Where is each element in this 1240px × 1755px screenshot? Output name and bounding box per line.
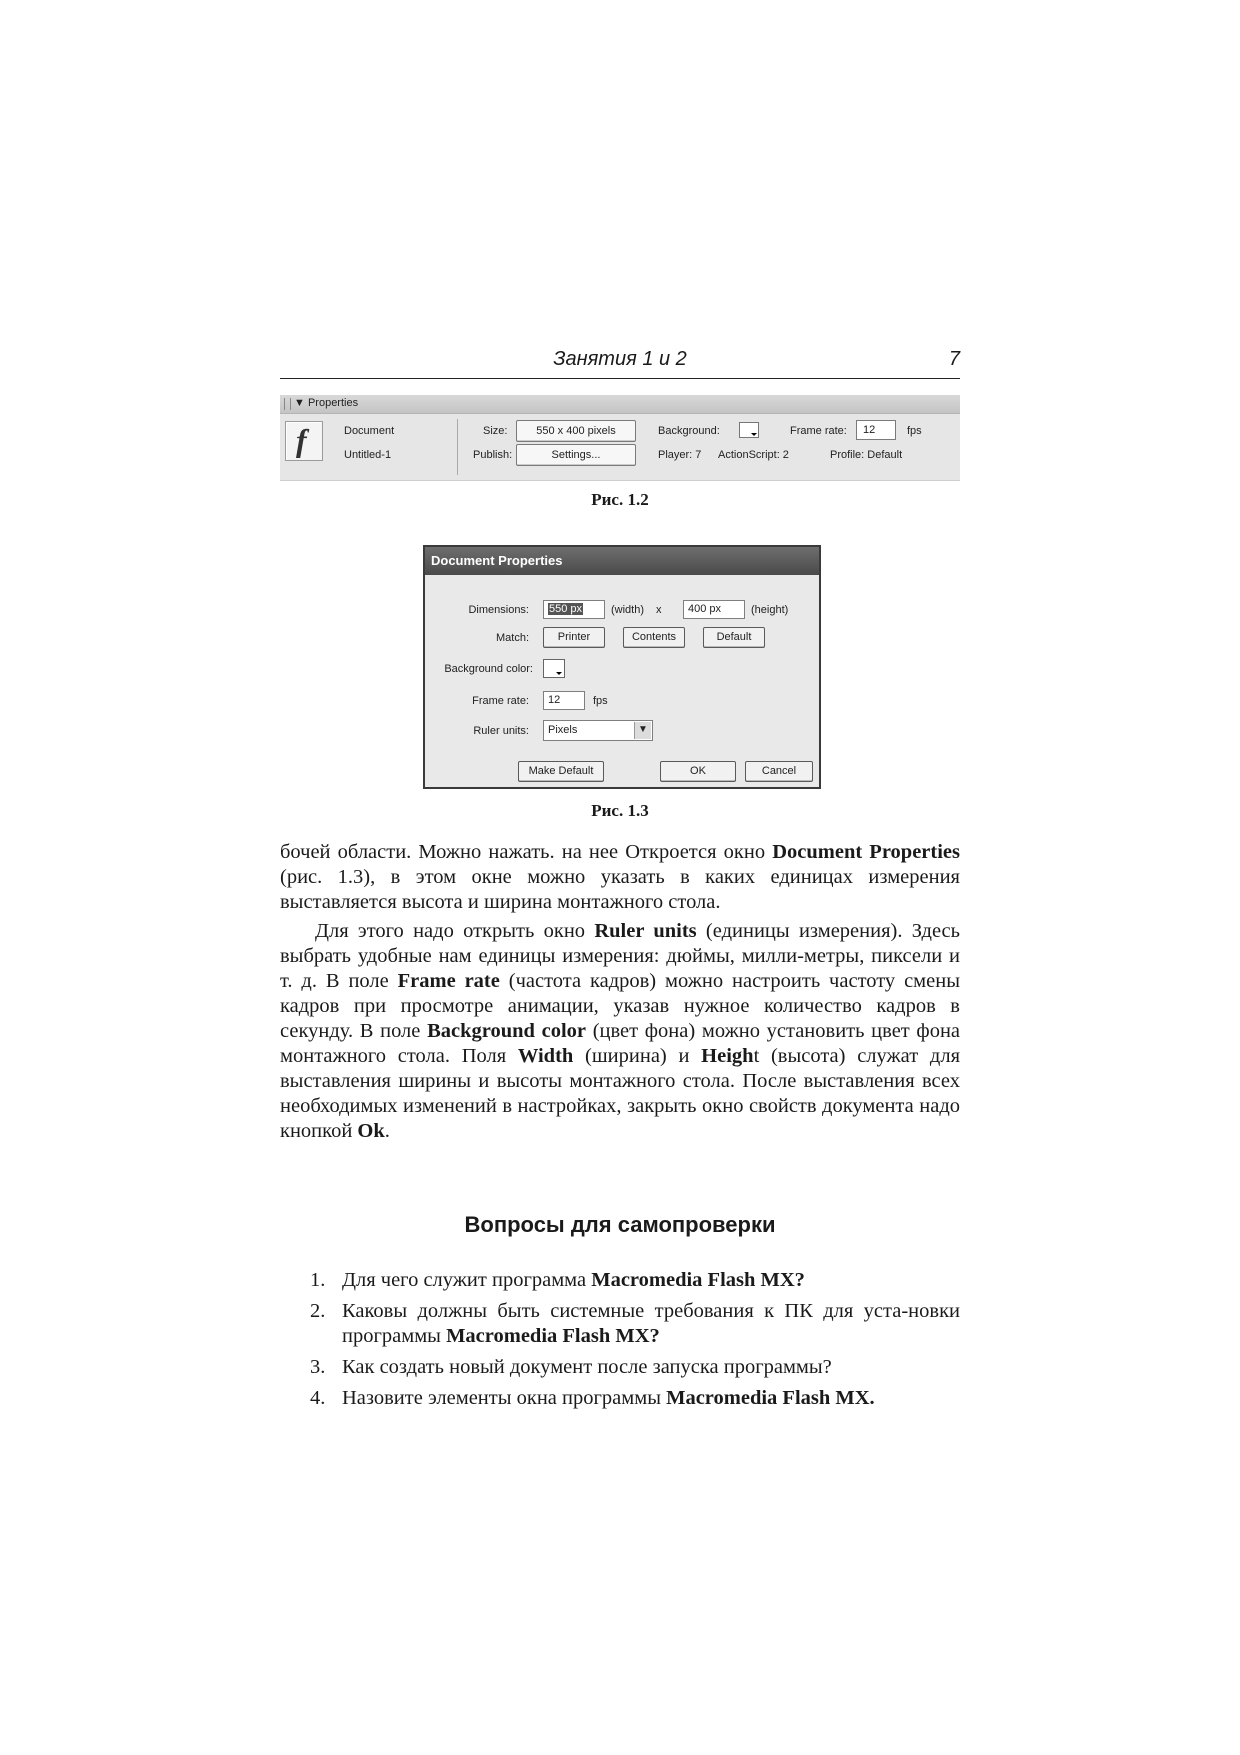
text-run: (единицы измерения). Здесь выбрать удобные нам единицы измерения: дюймы, милли-метры, пиксели и т. д. В поле (280, 920, 961, 992)
body-text (280, 840, 960, 1144)
chevron-down-icon (751, 433, 757, 436)
height-input[interactable]: 400 px (683, 600, 745, 619)
figure-caption-1-2: Рис. 1.2 (591, 490, 649, 509)
text-run: Для этого надо открыть окно (315, 920, 595, 942)
background-color-label: Background color: (444, 663, 533, 675)
question-text: Как создать новый документ после запуска программы? (342, 1356, 832, 1378)
background-label: Background: (658, 425, 720, 437)
document-properties-dialog (423, 545, 821, 789)
dialog-title: Document Properties (431, 553, 563, 568)
bold-term: Frame rate (397, 970, 500, 992)
text-run: . (384, 1120, 390, 1142)
ok-button[interactable]: OK (660, 761, 736, 782)
text-run: (цвет фона) можно установить цвет фона монтажного стола. Поля (280, 1020, 961, 1067)
panel-divider (457, 419, 458, 475)
paragraph (280, 840, 960, 915)
panel-grip-icon[interactable] (284, 398, 291, 410)
list-number: 1. (310, 1269, 326, 1291)
frame-rate-input[interactable]: 12 (543, 691, 585, 710)
frame-rate-label: Frame rate: (472, 695, 529, 707)
panel-title: Properties (307, 397, 359, 409)
question-text: Каковы должны быть системные требования к ПК для уста-новки программы (342, 1300, 960, 1347)
running-header (280, 346, 960, 379)
flash-logo-icon (285, 421, 323, 461)
panel-collapse-toggle[interactable]: ▼ Properties (294, 397, 359, 409)
section-title: Вопросы для самопроверки (464, 1212, 776, 1237)
background-color-swatch[interactable] (739, 422, 759, 438)
list-item (300, 1268, 960, 1293)
doc-name: Untitled-1 (344, 449, 392, 461)
background-color-swatch[interactable] (543, 659, 565, 678)
panel-title-bar[interactable] (280, 395, 960, 414)
doc-type: Document (344, 425, 395, 437)
size-button[interactable]: 550 x 400 pixels (516, 420, 636, 442)
match-label: Match: (495, 632, 529, 644)
dimension-separator: x (656, 604, 662, 616)
bold-term: Background color (427, 1020, 587, 1042)
bold-term: Heigh (701, 1045, 754, 1067)
question-text: Для чего служит программа (342, 1269, 592, 1291)
actionscript-version: ActionScript: 2 (718, 449, 789, 461)
bold-term: Document Properties (772, 841, 960, 863)
text-run: (ширина) и (573, 1045, 702, 1067)
text-run: (рис. 1.3), в этом окне можно указать в каких единицах измерения выставляется высота и ширина монтажного стола. (280, 866, 960, 913)
height-hint: (height) (751, 604, 789, 616)
chapter-title: Занятия 1 и 2 (553, 348, 687, 370)
bold-term: Ok (357, 1120, 385, 1142)
figure-caption-1-3: Рис. 1.3 (591, 801, 649, 820)
printer-button[interactable]: Printer (543, 627, 605, 648)
list-item (300, 1299, 960, 1349)
bold-term: Width (517, 1045, 574, 1067)
settings-button[interactable]: Settings... (516, 444, 636, 466)
default-button[interactable]: Default (703, 627, 765, 648)
fps-label: fps (907, 425, 922, 437)
width-value: 550 px (549, 603, 583, 615)
list-number: 2. (310, 1300, 326, 1322)
dimensions-label: Dimensions: (468, 604, 529, 616)
chevron-down-icon (556, 672, 562, 675)
bold-term: Ruler units (594, 920, 697, 942)
ruler-units-value: Pixels (548, 724, 578, 736)
properties-panel (280, 395, 960, 481)
text-run: (частота кадров) можно настроить частоту смены кадров при просмотре анимации, указав нужное количество кадров в секунду. В поле (280, 970, 960, 1042)
ruler-units-select[interactable] (543, 720, 653, 741)
flash-logo-letter: f (296, 422, 307, 458)
ruler-units-label: Ruler units: (473, 725, 529, 737)
list-number: 3. (310, 1356, 326, 1378)
text-run: бочей области. Можно нажать. на нее Откроется окно (280, 841, 773, 863)
question-text: Назовите элементы окна программы (342, 1387, 667, 1409)
profile-value[interactable]: Profile: Default (830, 449, 903, 461)
contents-button[interactable]: Contents (623, 627, 685, 648)
size-label: Size: (483, 425, 508, 437)
frame-rate-label: Frame rate: (790, 425, 847, 437)
bold-term: Macromedia Flash MX. (666, 1387, 875, 1409)
list-item (300, 1386, 960, 1411)
bold-term: Macromedia Flash MX? (591, 1269, 805, 1291)
dialog-title-bar[interactable] (425, 547, 819, 575)
text-run: t (высота) служат для выставления ширины и высоты монтажного стола. После выставления всех необходимых изменений в настройках, закрыть окно свойств документа надо кнопкой (280, 1045, 960, 1142)
list-number: 4. (310, 1387, 326, 1409)
width-input[interactable] (543, 600, 605, 619)
fps-label: fps (593, 695, 608, 707)
width-hint: (width) (611, 604, 645, 616)
question-list (300, 1268, 960, 1417)
player-version: Player: 7 (658, 449, 702, 461)
publish-label: Publish: (473, 449, 513, 461)
list-item (300, 1355, 960, 1380)
frame-rate-input[interactable]: 12 (856, 420, 896, 440)
chevron-down-icon[interactable]: ▼ (634, 722, 651, 739)
make-default-button[interactable]: Make Default (518, 761, 604, 782)
page-number: 7 (948, 348, 960, 370)
cancel-button[interactable]: Cancel (745, 761, 813, 782)
dialog-body (425, 575, 819, 787)
paragraph (280, 919, 960, 1144)
bold-term: Macromedia Flash MX? (446, 1325, 660, 1347)
